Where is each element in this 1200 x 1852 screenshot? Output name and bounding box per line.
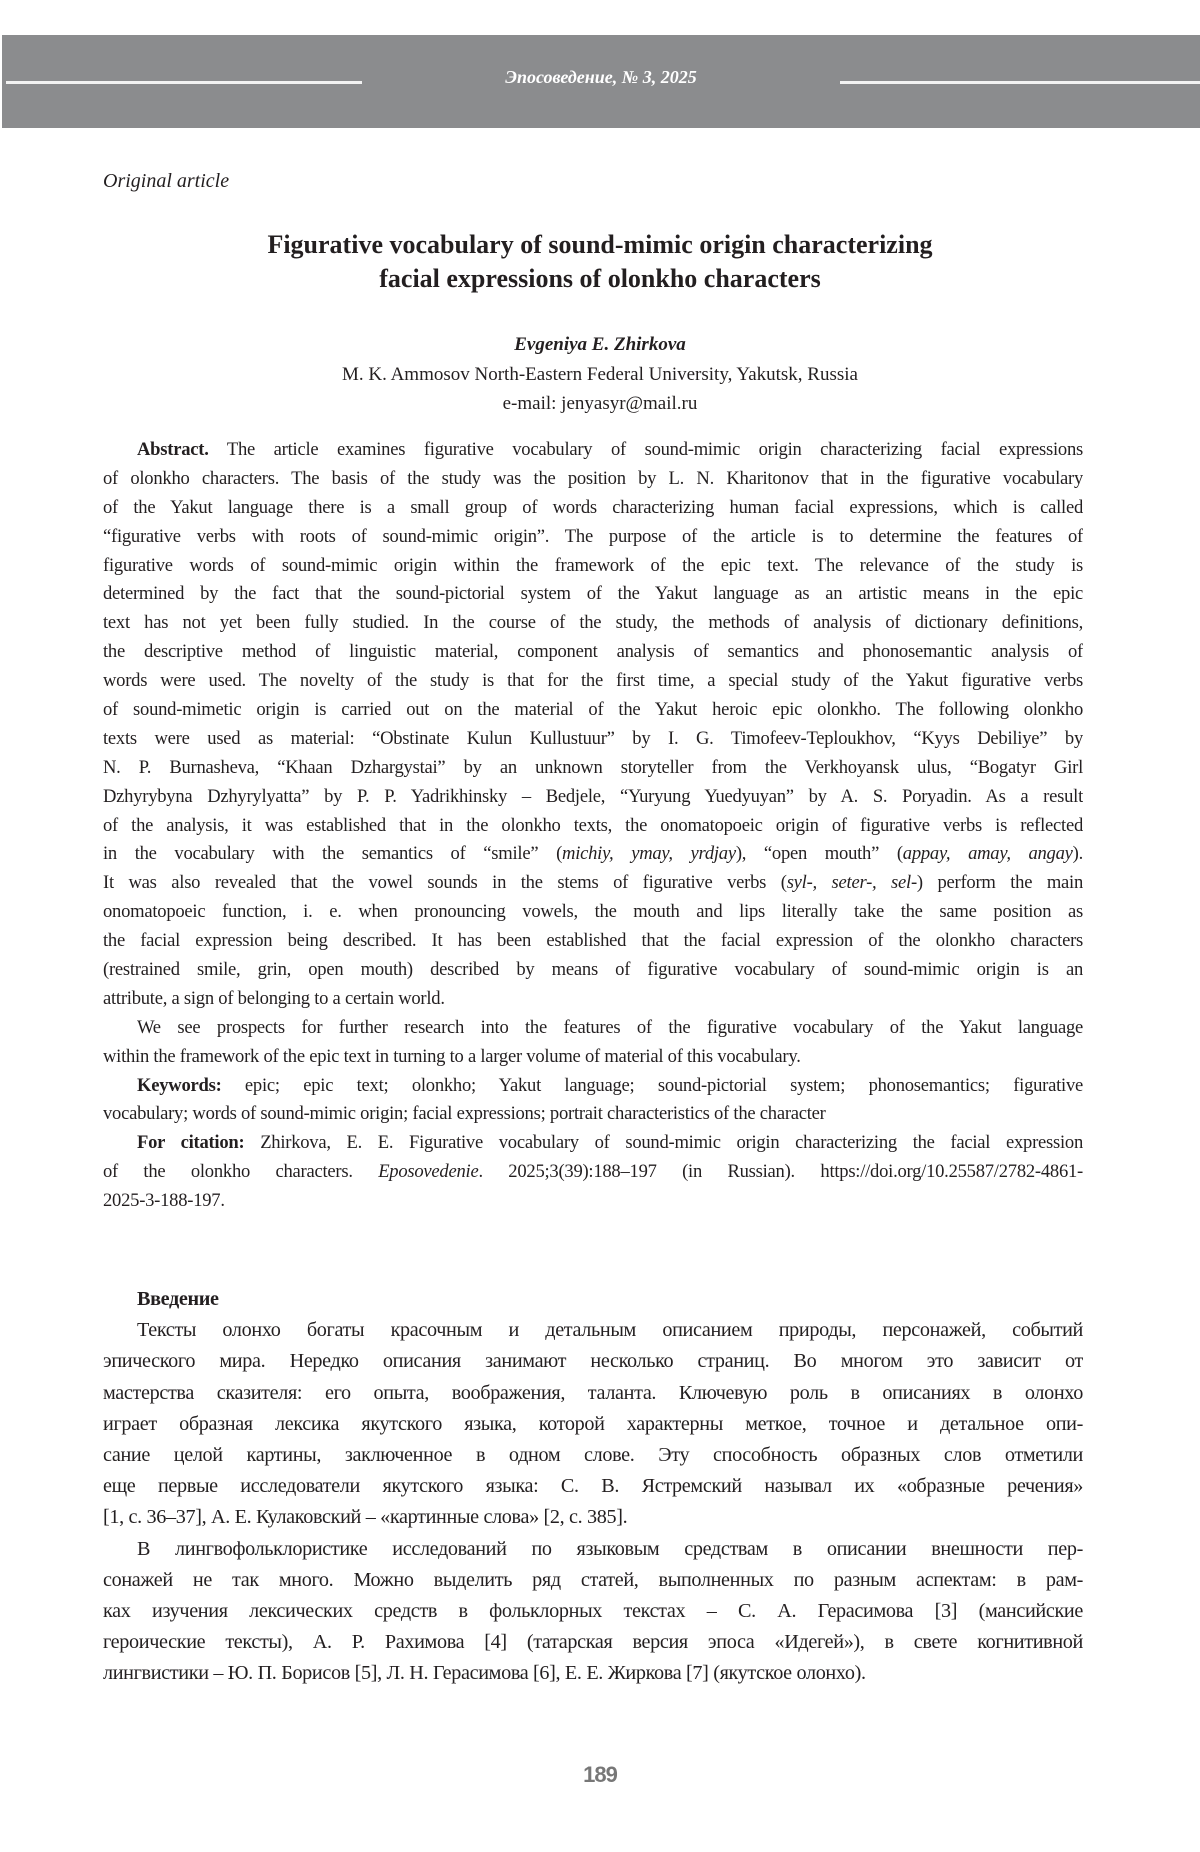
abstract-line	[103, 523, 1083, 552]
text-run: of sound-mimetic origin is carried out on the material of the Yakut heroic epic olonkho. The following olonkho	[103, 699, 1083, 721]
text-run: ).	[1072, 843, 1083, 865]
body-line	[103, 1627, 1083, 1658]
text-run: of olonkho characters. The basis of the study was the position by L. N. Kharitonov that in the figurative vocabulary	[103, 467, 1083, 489]
author-name: Evgeniya E. Zhirkova	[514, 334, 686, 355]
text-run: еще первые исследователи якутского языка: С. В. Ястремский называл их «образные речения»	[103, 1475, 1083, 1498]
abstract-line	[103, 1043, 1083, 1072]
italic-text: appay, amay, angay	[902, 843, 1073, 865]
body-line	[103, 1440, 1083, 1471]
introduction-section	[103, 1284, 1083, 1689]
text-run: ), “open mouth” (	[735, 843, 903, 865]
body-line	[103, 1315, 1083, 1346]
text-run: within the framework of the epic text in turning to a larger volume of material of this vocabulary.	[103, 1045, 801, 1067]
abstract-line	[103, 609, 1083, 638]
text-run: эпического мира. Нередко описания занимают несколько страниц. Во многом это зависит от	[103, 1350, 1083, 1373]
body-line	[103, 1378, 1083, 1409]
text-run: сонажей не так много. Можно выделить ряд статей, выполненных по разным аспектам: в рам-	[103, 1568, 1083, 1591]
page-number: 189	[583, 1762, 617, 1787]
text-run: epic; epic text; olonkho; Yakut language; sound-pictorial system; phonosemantics; figurative	[221, 1074, 1083, 1096]
text-run: It was also revealed that the vowel sounds in the stems of figurative verbs (	[103, 872, 787, 894]
text-run: Тексты олонхо богаты красочным и детальным описанием природы, персонажей, событий	[137, 1319, 1083, 1342]
abstract-line	[103, 927, 1083, 956]
abstract-line	[103, 1158, 1083, 1187]
title-line: Figurative vocabulary of sound-mimic origin characterizing	[267, 230, 933, 259]
abstract-line	[103, 898, 1083, 927]
body-line	[103, 1284, 1083, 1315]
abstract-line	[103, 494, 1083, 523]
body-line	[103, 1471, 1083, 1502]
article-title	[0, 228, 1200, 296]
bold-text: Abstract.	[137, 439, 209, 460]
bold-text: Keywords:	[137, 1074, 222, 1096]
header-rule-right	[840, 81, 1200, 84]
abstract-line	[103, 956, 1083, 985]
text-run: играет образная лексика якутского языка, которой характерны меткое, точное и детальное опи-	[103, 1412, 1083, 1435]
italic-text: syl-, seter-, sel-	[786, 872, 917, 894]
abstract-line	[103, 552, 1083, 581]
abstract-line	[103, 754, 1083, 783]
text-run: text has not yet been fully studied. In the course of the study, the methods of analysis of dictionary definitions,	[103, 612, 1083, 634]
text-run: figurative words of sound-mimic origin within the framework of the epic text. The relevance of the study is	[103, 554, 1083, 576]
body-line	[103, 1502, 1083, 1533]
abstract-line	[103, 638, 1083, 667]
abstract-line	[103, 667, 1083, 696]
text-run: texts were used as material: “Obstinate Kulun Kullustuur” by I. G. Timofeev-Teploukhov, “Kyys Debiliye” by	[103, 727, 1083, 749]
abstract-line	[103, 783, 1083, 812]
body-line	[103, 1409, 1083, 1440]
text-run: (restrained smile, grin, open mouth) described by means of figurative vocabulary of sound-mimic origin is an	[103, 959, 1083, 981]
text-run: onomatopoeic function, i. e. when pronouncing vowels, the mouth and lips literally take the same position as	[103, 901, 1083, 923]
text-run: Zhirkova, E. E. Figurative vocabulary of sound-mimic origin characterizing the facial expression	[244, 1132, 1083, 1154]
text-run: words were used. The novelty of the study is that for the first time, a special study of the Yakut figurative verbs	[103, 670, 1083, 692]
abstract-line	[103, 1100, 1083, 1129]
text-run: attribute, a sign of belonging to a certain world.	[103, 987, 445, 1009]
author-affiliation: M. K. Ammosov North-Eastern Federal University, Yakutsk, Russia	[342, 363, 858, 385]
text-run: . 2025;3(39):188–197 (in Russian). https://doi.org/10.25587/2782-4861-	[478, 1161, 1083, 1183]
text-run: of the analysis, it was established that in the olonkho texts, the onomatopoeic origin of figurative verbs is reflected	[103, 814, 1083, 836]
article-type: Original article	[103, 170, 230, 192]
abstract-line	[103, 1187, 1083, 1216]
text-run: of the olonkho characters.	[103, 1161, 379, 1183]
body-line	[103, 1534, 1083, 1565]
italic-text: michiy, ymay, yrdjay	[562, 843, 736, 865]
abstract-line	[103, 725, 1083, 754]
text-run: the descriptive method of linguistic material, component analysis of semantics and phonosemantic analysis of	[103, 641, 1083, 663]
abstract-line	[103, 696, 1083, 725]
body-line	[103, 1346, 1083, 1377]
text-run: лингвистики – Ю. П. Борисов [5], Л. Н. Герасимова [6], Е. Е. Жиркова [7] (якутское олонхо).	[103, 1662, 866, 1685]
abstract-line	[103, 1129, 1083, 1158]
text-run: мастерства сказителя: его опыта, воображения, таланта. Ключевую роль в описаниях в олонхо	[103, 1381, 1083, 1404]
body-line	[103, 1596, 1083, 1627]
abstract-line	[103, 1014, 1083, 1043]
text-run: determined by the fact that the sound-pictorial system of the Yakut language as an artistic means in the epic	[103, 583, 1083, 605]
text-run: ) perform the main	[916, 872, 1083, 894]
text-run: N. P. Burnasheva, “Khaan Dzhargystai” by an unknown storyteller from the Verkhoyansk ulus, “Bogatyr Girl	[103, 756, 1083, 778]
abstract-line	[103, 869, 1083, 898]
body-line	[103, 1658, 1083, 1689]
abstract-line	[103, 465, 1083, 494]
text-run: сание целой картины, заключенное в одном слове. Эту способность образных слов отметили	[103, 1443, 1083, 1466]
text-run: героические тексты), А. Р. Рахимова [4] (татарская версия эпоса «Идегей»), в свете когнитивной	[103, 1631, 1083, 1654]
abstract-line	[103, 1072, 1083, 1101]
text-run: ках изучения лексических средств в фольклорных текстах – С. А. Герасимова [3] (мансийские	[103, 1599, 1083, 1622]
abstract-line	[103, 840, 1083, 869]
title-line: facial expressions of olonkho characters	[379, 264, 821, 293]
journal-title: Эпосоведение, № 3, 2025	[505, 67, 697, 87]
abstract-line	[103, 436, 1083, 465]
abstract-line	[103, 985, 1083, 1014]
text-run: The article examines figurative vocabulary of sound-mimic origin characterizing facial expressions	[208, 439, 1083, 460]
body-line	[103, 1565, 1083, 1596]
text-run: vocabulary; words of sound-mimic origin; facial expressions; portrait characteristics of the character	[103, 1103, 826, 1125]
text-run: the facial expression being described. It has been established that the facial expression of the olonkho characters	[103, 930, 1083, 952]
abstract-line	[103, 812, 1083, 841]
author-block	[0, 330, 1200, 419]
text-run: Dzhyrybyna Dzhyrylyatta” by P. P. Yadrikhinsky – Bedjele, “Yuryung Yuedyuyan” by A. S. Poryadin. As a result	[103, 785, 1083, 807]
text-run: В лингвофольклористике исследований по языковым средствам в описании внешности пер-	[137, 1537, 1083, 1560]
bold-text: Введение	[137, 1288, 219, 1310]
text-run: “figurative verbs with roots of sound-mimic origin”. The purpose of the article is to determine the features of	[103, 525, 1083, 547]
text-run: 2025-3-188-197.	[103, 1190, 225, 1212]
abstract-line	[103, 580, 1083, 609]
italic-text: Eposovedenie	[378, 1161, 479, 1183]
author-email: e-mail: jenyasyr@mail.ru	[502, 393, 698, 414]
text-run: [1, с. 36–37], А. Е. Кулаковский – «картинные слова» [2, с. 385].	[103, 1506, 628, 1529]
text-run: We see prospects for further research into the features of the figurative vocabulary of the Yakut language	[137, 1016, 1083, 1038]
text-run: of the Yakut language there is a small group of words characterizing human facial expressions, which is called	[103, 496, 1083, 518]
text-run: in the vocabulary with the semantics of “smile” (	[103, 843, 563, 865]
abstract-block	[103, 436, 1083, 1216]
journal-header-band	[2, 35, 1200, 128]
bold-text: For citation:	[137, 1132, 245, 1154]
